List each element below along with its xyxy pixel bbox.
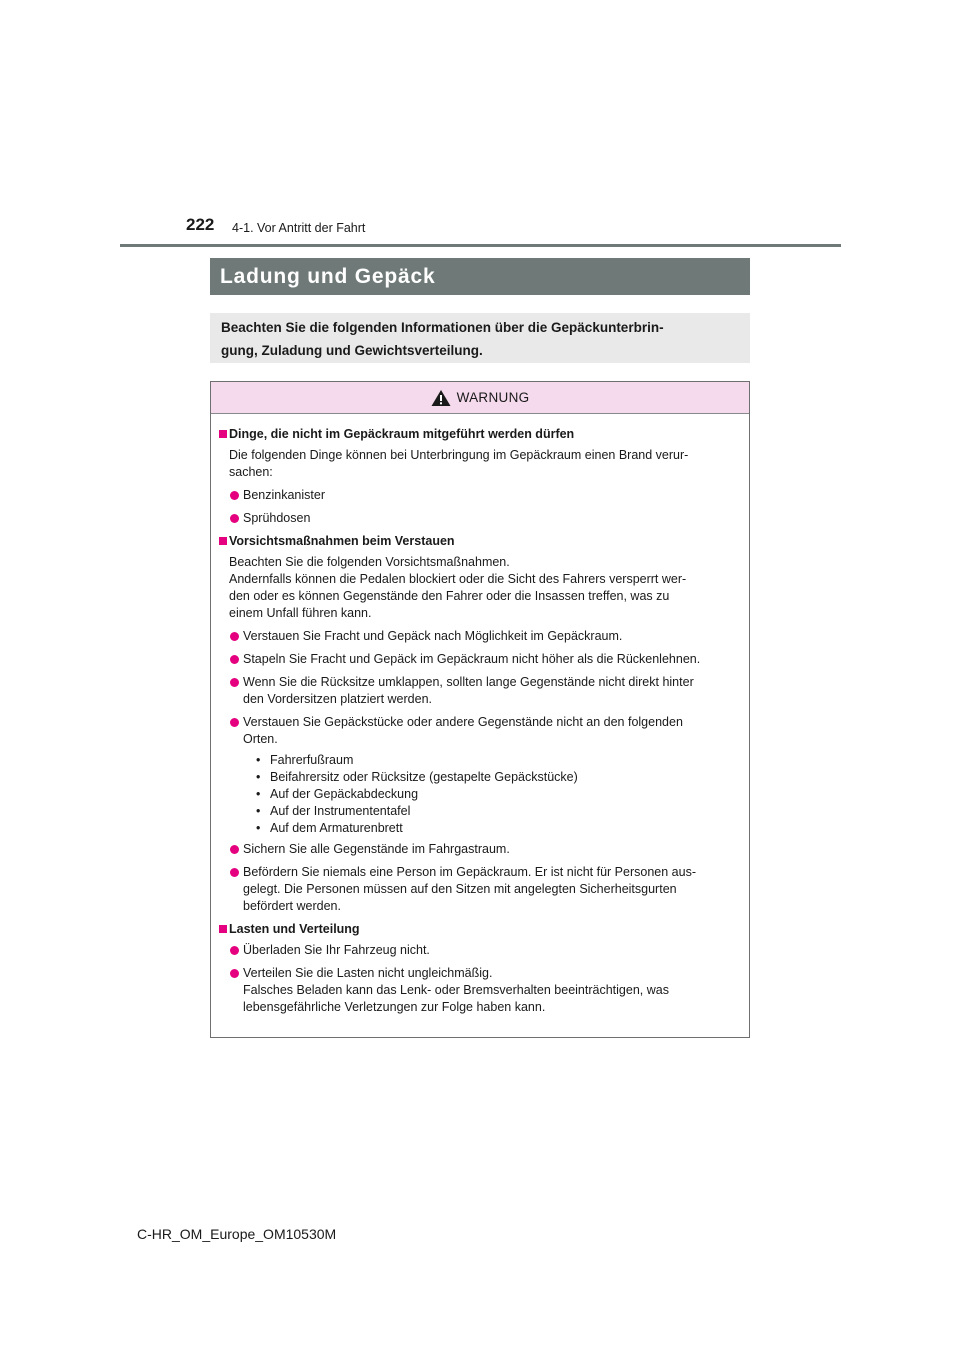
sub-list (219, 752, 743, 837)
sub-bullet-mark: • (256, 804, 261, 818)
bullet-text: lebensgefährliche Verletzungen zur Folge haben kann. (243, 1000, 546, 1014)
bullet-text: gelegt. Die Personen müssen auf den Sitzen mit angelegten Sicherheitsgurten (243, 882, 677, 896)
section-heading (219, 921, 743, 938)
text-line: Andernfalls können die Pedalen blockiert oder die Sicht des Fahrers versperrt wer- (229, 572, 687, 586)
bullet-text: Verstauen Sie Fracht und Gepäck nach Möglichkeit im Gepäckraum. (243, 629, 623, 643)
bullet-text: Falsches Beladen kann das Lenk- oder Bremsverhalten beeinträchtigen, was (243, 983, 669, 997)
bullet-text: den Vordersitzen platziert werden. (243, 692, 432, 706)
heading-text: Dinge, die nicht im Gepäckraum mitgeführt werden dürfen (229, 427, 575, 441)
bullet-item (219, 864, 743, 915)
paragraph (219, 447, 743, 481)
bullet-item (219, 942, 743, 959)
intro-line: Beachten Sie die folgenden Informationen über die Gepäckunterbrin- (221, 320, 664, 335)
square-marker-icon (219, 925, 227, 933)
bullet-text: Wenn Sie die Rücksitze umklappen, sollten lange Gegenstände nicht direkt hinter (243, 675, 694, 689)
bullet-item (219, 510, 743, 527)
bullet-text: befördert werden. (243, 899, 341, 913)
square-marker-icon (219, 430, 227, 438)
bullet-dot-icon (230, 514, 239, 523)
text-line: den oder es können Gegenstände den Fahrer oder die Insassen treffen, was zu (229, 589, 670, 603)
bullet-text: Sichern Sie alle Gegenstände im Fahrgastraum. (243, 842, 510, 856)
section-heading (219, 533, 743, 550)
section-heading (219, 426, 743, 443)
bullet-item (219, 487, 743, 504)
paragraph (219, 554, 743, 622)
bullet-item (219, 841, 743, 858)
warning-label: WARNUNG (456, 390, 530, 405)
sub-text: Fahrerfußraum (270, 753, 354, 767)
bullet-text: Überladen Sie Ihr Fahrzeug nicht. (243, 943, 430, 957)
sub-list-item (256, 769, 743, 786)
bullet-item (219, 628, 743, 645)
title-bar (210, 258, 750, 295)
bullet-dot-icon (230, 678, 239, 687)
heading-text: Lasten und Verteilung (229, 922, 360, 936)
text-line: sachen: (229, 465, 273, 479)
bullet-dot-icon (230, 655, 239, 664)
bullet-dot-icon (230, 491, 239, 500)
text-line: Die folgenden Dinge können bei Unterbringung im Gepäckraum einen Brand verur- (229, 448, 689, 462)
sub-text: Auf der Gepäckabdeckung (270, 787, 419, 801)
bullet-dot-icon (230, 946, 239, 955)
footer-doc-id: C-HR_OM_Europe_OM10530M (137, 1226, 337, 1242)
bullet-text: Verteilen Sie die Lasten nicht ungleichmäßig. (243, 966, 493, 980)
bullet-dot-icon (230, 718, 239, 727)
bullet-text: Benzinkanister (243, 488, 325, 502)
sub-text: Beifahrersitz oder Rücksitze (gestapelte Gepäckstücke) (270, 770, 578, 784)
sub-list-item (256, 820, 743, 837)
heading-text: Vorsichtsmaßnahmen beim Verstauen (229, 534, 455, 548)
bullet-text: Verstauen Sie Gepäckstücke oder andere Gegenstände nicht an den folgenden (243, 715, 683, 729)
sub-list-item (256, 803, 743, 820)
warning-header (211, 382, 749, 414)
sub-bullet-mark: • (256, 787, 261, 801)
section-label: 4-1. Vor Antritt der Fahrt (232, 221, 366, 235)
bullet-item (219, 674, 743, 708)
sub-bullet-mark: • (256, 821, 261, 835)
header-rule (120, 244, 841, 247)
bullet-dot-icon (230, 632, 239, 641)
bullet-item (219, 651, 743, 668)
square-marker-icon (219, 537, 227, 545)
bullet-text: Orten. (243, 732, 278, 746)
bullet-dot-icon (230, 969, 239, 978)
bullet-text: Befördern Sie niemals eine Person im Gepäckraum. Er ist nicht für Personen aus- (243, 865, 696, 879)
sub-text: Auf der Instrumententafel (270, 804, 411, 818)
bullet-text: Sprühdosen (243, 511, 311, 525)
sub-list-item (256, 752, 743, 769)
bullet-item (219, 965, 743, 1016)
sub-list-item (256, 786, 743, 803)
page-number: 222 (186, 215, 215, 234)
sub-bullet-mark: • (256, 770, 261, 784)
sub-bullet-mark: • (256, 753, 261, 767)
bullet-dot-icon (230, 845, 239, 854)
bullet-item (219, 714, 743, 748)
bullet-text: Stapeln Sie Fracht und Gepäck im Gepäckraum nicht höher als die Rückenlehnen. (243, 652, 701, 666)
text-line: Beachten Sie die folgenden Vorsichtsmaßnahmen. (229, 555, 510, 569)
text-line: einem Unfall führen kann. (229, 606, 372, 620)
warning-triangle-icon (431, 389, 451, 407)
intro-line: gung, Zuladung und Gewichtsverteilung. (221, 343, 483, 358)
page-title: Ladung und Gepäck (220, 264, 436, 288)
warning-body (211, 414, 749, 1016)
warning-box (210, 381, 750, 1038)
intro-box (210, 313, 750, 363)
bullet-dot-icon (230, 868, 239, 877)
sub-text: Auf dem Armaturenbrett (270, 821, 403, 835)
